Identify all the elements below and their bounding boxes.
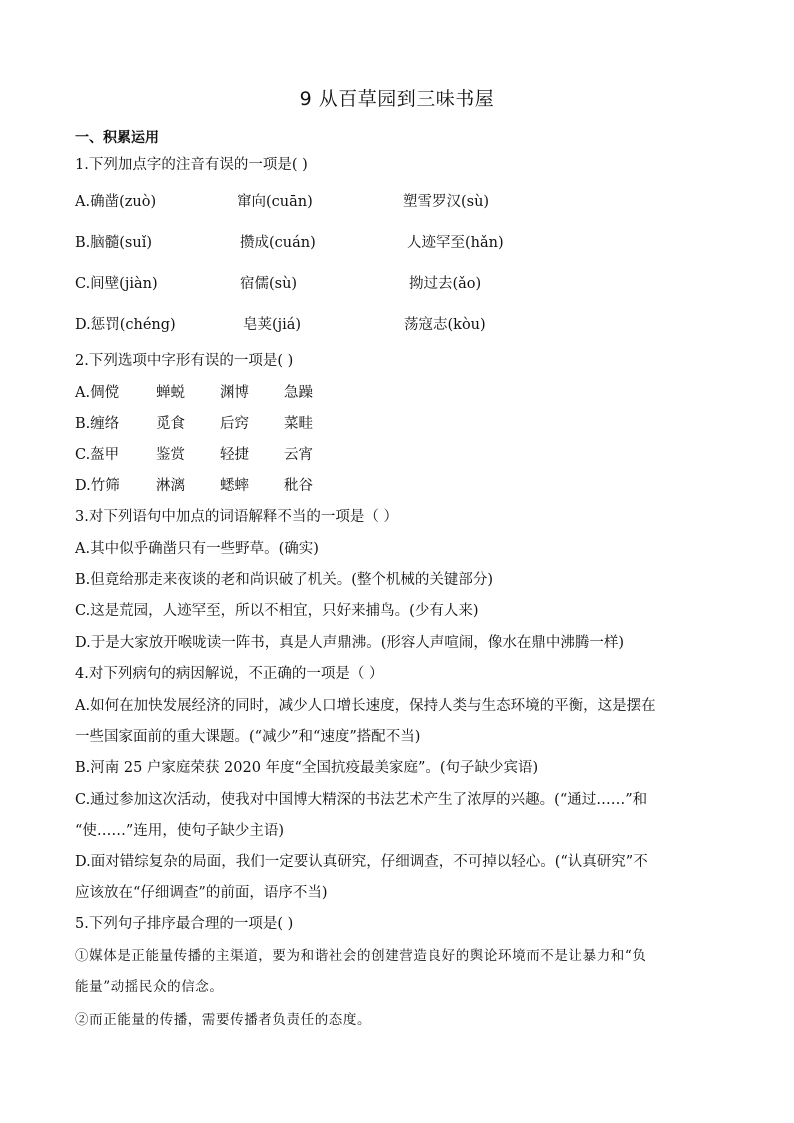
option-item: 蝉蜕 [156, 385, 185, 401]
option-item: 荡寇志(kòu) [404, 317, 486, 333]
option-item: 急躁 [284, 385, 313, 401]
question-5-passage-line: 能量”动摇民众的信念。 [75, 979, 224, 995]
option-item: B.脑髓(suǐ) [75, 235, 152, 251]
question-4-stem: 4.对下列病句的病因解说，不正确的一项是（ ） [75, 666, 384, 682]
question-5-stem: 5.下列句子排序最合理的一项是( ) [75, 916, 294, 932]
option-item: 渊博 [220, 385, 249, 401]
question-3-option-c: C.这是荒园，人迹罕至，所以不相宜，只好来捕鸟。(少有人来) [75, 603, 479, 619]
option-item: 菜畦 [284, 416, 313, 432]
option-item: 蟋蟀 [220, 478, 249, 494]
question-4-line: 一些国家面前的重大课题。(“减少”和“速度”搭配不当) [75, 729, 421, 745]
option-item: 淋漓 [156, 478, 185, 494]
question-1-option-a [0, 192, 794, 212]
option-item: 觅食 [156, 416, 185, 432]
option-item: 人迹罕至(hǎn) [407, 235, 504, 251]
question-3-option-a: A.其中似乎确凿只有一些野草。(确实) [75, 541, 319, 557]
question-4-line: D.面对错综复杂的局面，我们一定要认真研究，仔细调查，不可掉以轻心。(“认真研究”不 [75, 854, 648, 870]
option-item: 鉴赏 [156, 447, 185, 463]
option-item: D.竹筛 [75, 478, 120, 494]
option-item: D.惩罚(chéng) [75, 317, 176, 333]
question-4-line: 应该放在“仔细调查”的前面，语序不当) [75, 885, 328, 901]
option-item: 窜向(cuān) [237, 194, 313, 210]
question-5-passage-line: ②而正能量的传播，需要传播者负责任的态度。 [75, 1012, 372, 1028]
question-3-stem: 3.对下列语句中加点的词语解释不当的一项是（ ） [75, 509, 398, 525]
question-4-line: “使……”连用，使句子缺少主语) [75, 823, 284, 839]
question-1-stem: 1.下列加点字的注音有误的一项是( ) [75, 157, 308, 173]
question-4-line: A.如何在加快发展经济的同时，减少人口增长速度，保持人类与生态环境的平衡，这是摆在 [75, 698, 656, 714]
question-2-option-c [0, 445, 794, 465]
document-title: 9 从百草园到三味书屋 [299, 88, 495, 110]
option-item: C.间壁(jiàn) [75, 276, 158, 292]
option-item: C.盔甲 [75, 447, 120, 463]
option-item: 皂荚(jiá) [243, 317, 302, 333]
question-4-line: C.通过参加这次活动，使我对中国博大精深的书法艺术产生了浓厚的兴趣。(“通过……”和 [75, 792, 648, 808]
question-3-option-b: B.但竟给那走来夜谈的老和尚识破了机关。(整个机械的关键部分) [75, 572, 494, 588]
option-item: 轻捷 [220, 447, 249, 463]
question-1-option-d [0, 315, 794, 335]
option-item: A.倜傥 [75, 385, 120, 401]
question-3-option-d: D.于是大家放开喉咙读一阵书，真是人声鼎沸。(形容人声喧闹，像水在鼎中沸腾一样) [75, 635, 625, 651]
option-item: 攒成(cuán) [240, 235, 316, 251]
question-1-option-c [0, 274, 794, 294]
option-item: 宿儒(sù) [240, 276, 298, 292]
option-item: 拗过去(ǎo) [409, 276, 482, 292]
option-item: 秕谷 [284, 478, 313, 494]
section-heading: 一、积累运用 [75, 130, 159, 146]
option-item: 后窍 [220, 416, 249, 432]
question-2-option-b [0, 414, 794, 434]
question-2-option-a [0, 383, 794, 403]
question-4-line: B.河南 25 户家庭荣获 2020 年度“全国抗疫最美家庭”。(句子缺少宾语) [75, 760, 539, 776]
question-2-option-d [0, 476, 794, 496]
question-2-stem: 2.下列选项中字形有误的一项是( ) [75, 353, 294, 369]
question-1-option-b [0, 233, 794, 253]
option-item: 云宵 [284, 447, 313, 463]
option-item: B.缠络 [75, 416, 120, 432]
option-item: A.确凿(zuò) [75, 194, 157, 210]
question-5-passage-line: ①媒体是正能量传播的主渠道，要为和谐社会的创建营造良好的舆论环境而不是让暴力和“负 [75, 948, 647, 964]
option-item: 塑雪罗汉(sù) [403, 194, 490, 210]
